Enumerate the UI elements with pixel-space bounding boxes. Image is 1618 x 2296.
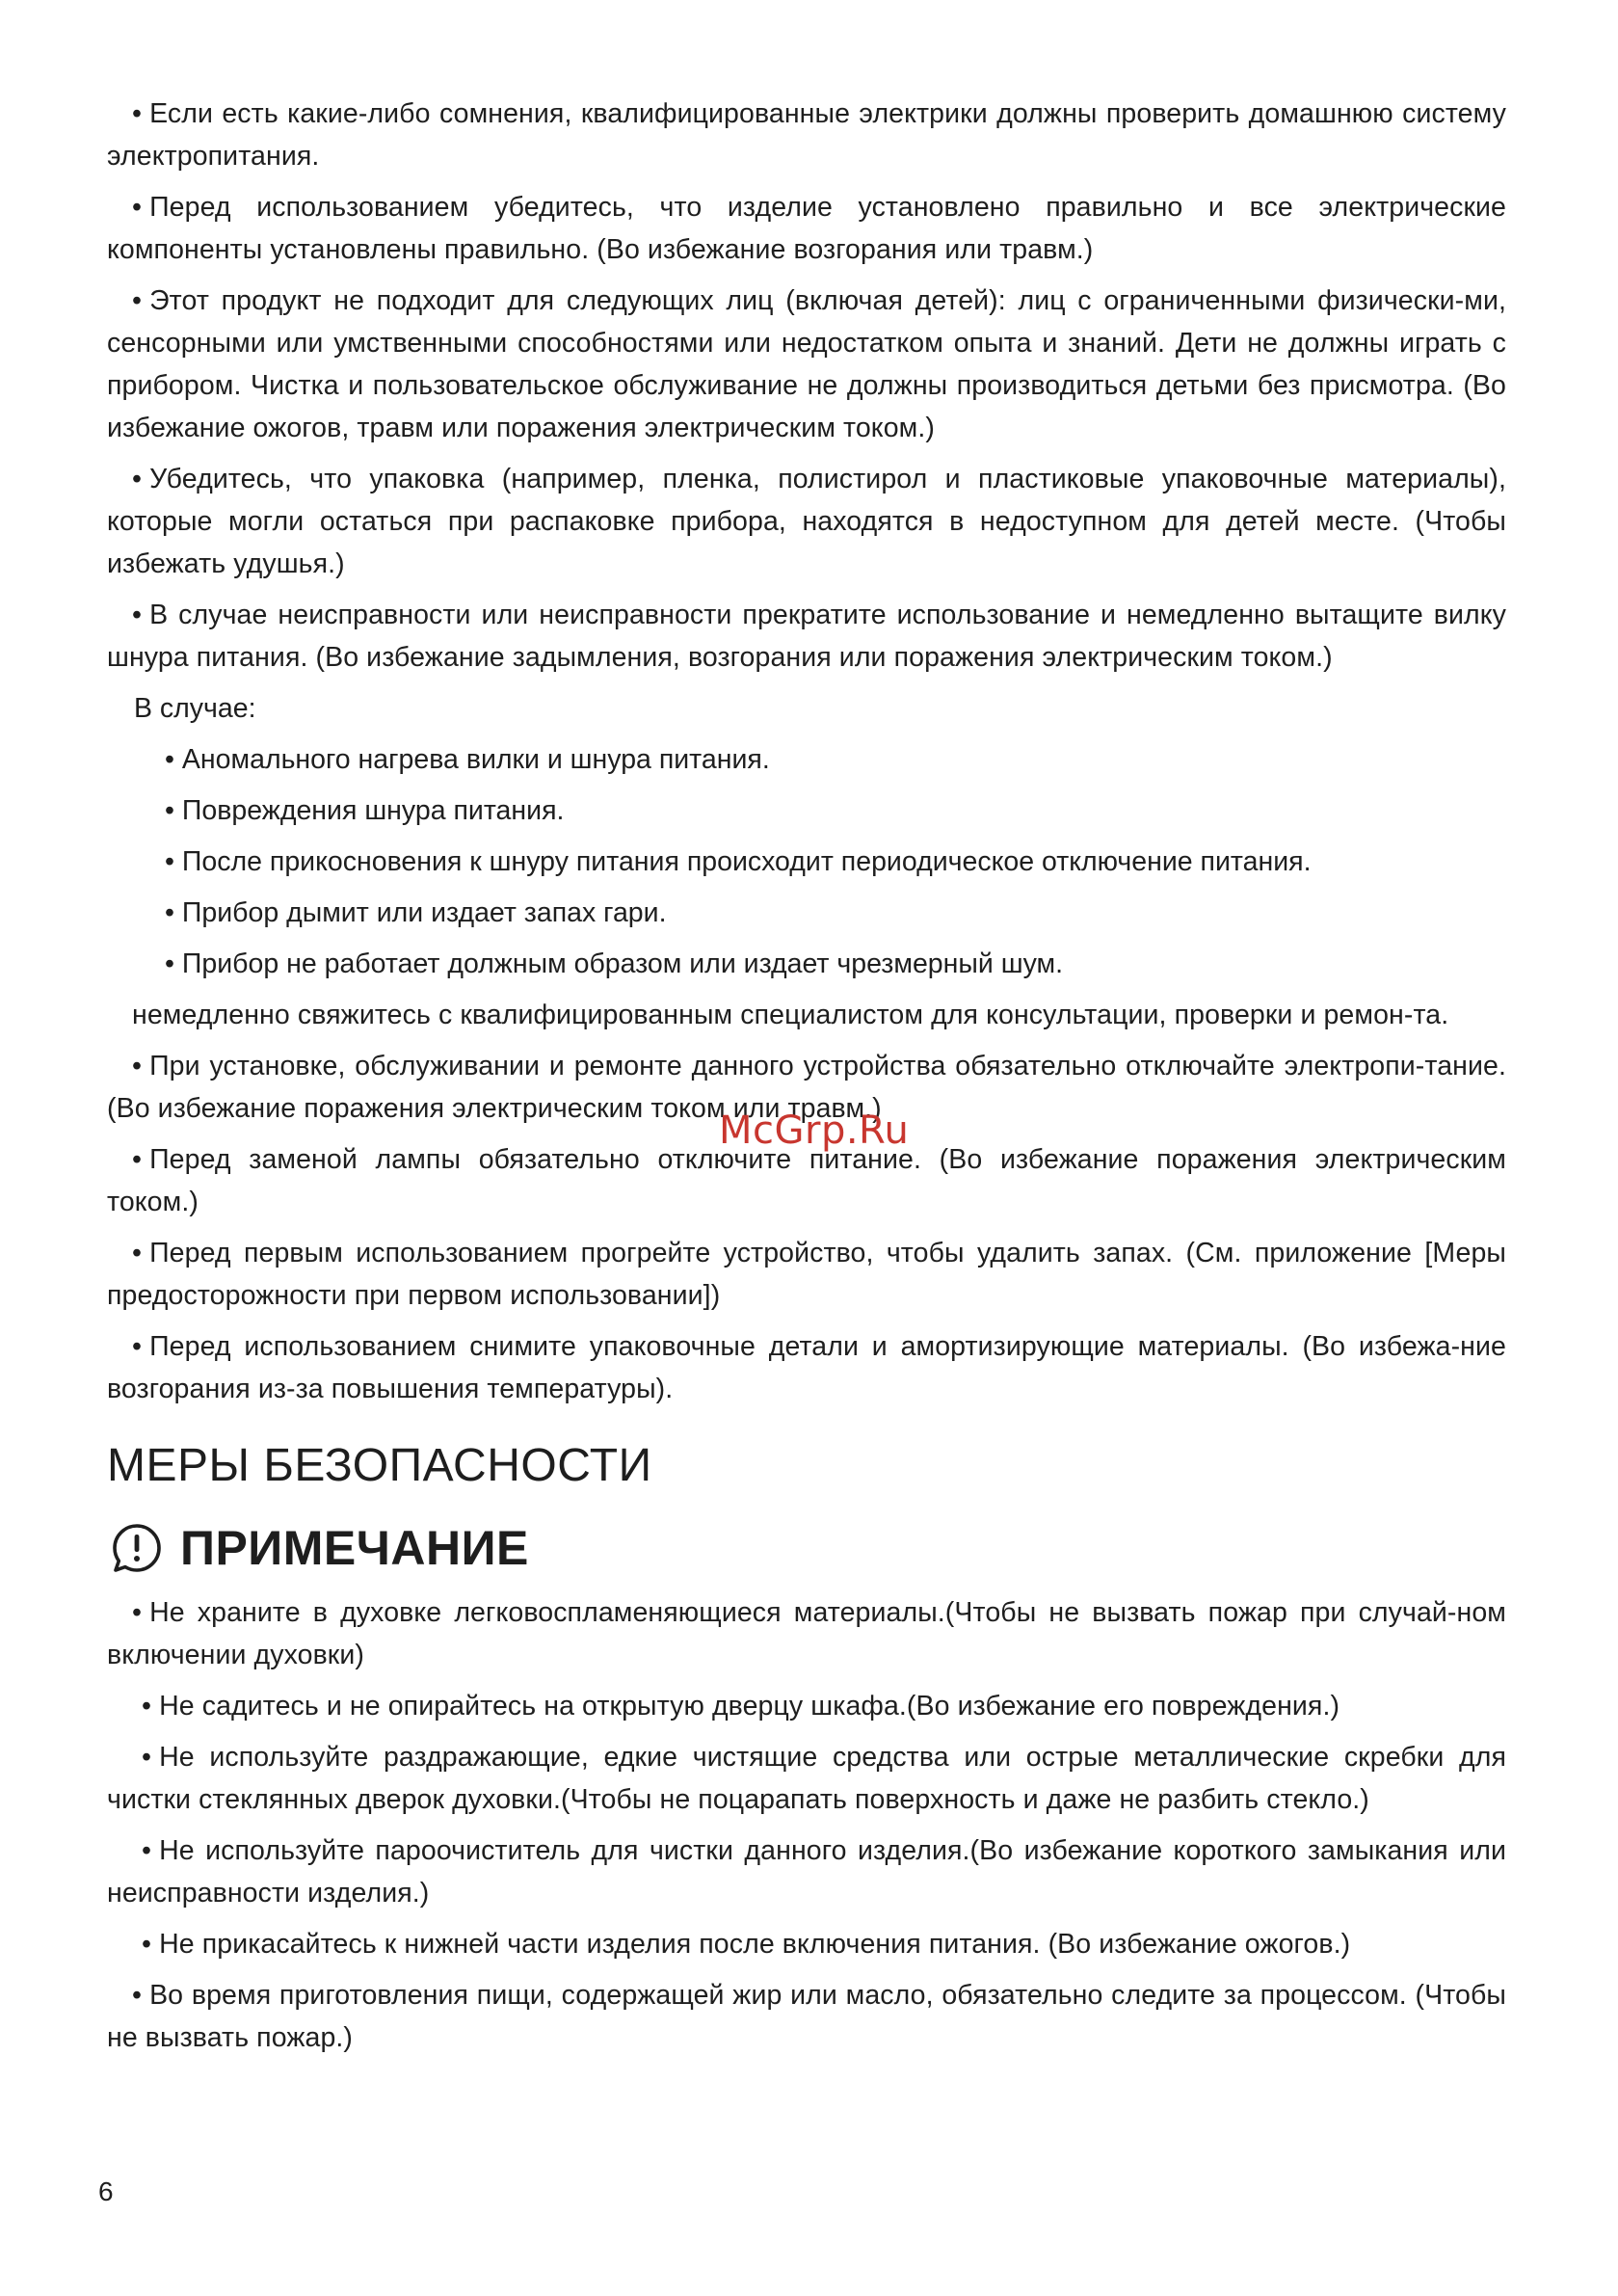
case-list [107, 738, 1506, 985]
paragraph-list-mid [107, 1045, 1506, 1410]
case-item: • Прибор дымит или издает запах гари. [165, 897, 667, 928]
paragraph: • В случае неисправности или неисправности прекратите использование и немедленно вытащите вилку шнура питания. (Во избежание задымления, возгорания или поражения электрическим током.) [107, 600, 1506, 673]
paragraph: • Этот продукт не подходит для следующих лиц (включая детей): лиц с ограниченными физически-ми, сенсорными или умственными способностями или недостатком опыта и знаний. Дети не должны играть с прибором. Чистка и пользовательское обслуживание не должны производиться детьми без присмотра. (Во избежание ожогов, травм или поражения электрическим током.) [107, 285, 1506, 443]
case-item: • Прибор не работает должным образом или издает чрезмерный шум. [165, 948, 1064, 979]
paragraph: • Не используйте пароочиститель для чистки данного изделия.(Во избежание короткого замыкания или неисправности изделия.) [107, 1835, 1506, 1909]
paragraph: • Не садитесь и не опирайтесь на открытую дверцу шкафа.(Во избежание его повреждения.) [142, 1691, 1340, 1722]
paragraph: • При установке, обслуживании и ремонте данного устройства обязательно отключайте электропи-тание. (Во избежание поражения электрическим током или травм.) [107, 1051, 1506, 1124]
paragraph: • Перед заменой лампы обязательно отключите питание. (Во избежание поражения электрическим током.) [107, 1144, 1506, 1217]
case-item: • Аномального нагрева вилки и шнура питания. [165, 744, 770, 775]
in-case-label: В случае: [134, 693, 256, 724]
case-item: • После прикосновения к шнуру питания происходит периодическое отключение питания. [165, 846, 1312, 877]
watermark-text: McGrp.Ru [719, 1108, 910, 1153]
case-item: • Повреждения шнура питания. [165, 795, 565, 826]
page-number: 6 [98, 2176, 114, 2206]
note-heading [107, 1514, 1506, 1582]
paragraph: • Перед использованием убедитесь, что изделие установлено правильно и все электрические компоненты установлены правильно. (Во избежание возгорания или травм.) [107, 192, 1506, 265]
paragraph: • Перед использованием снимите упаковочные детали и амортизирующие материалы. (Во избежа-ние возгорания из-за повышения температуры). [107, 1331, 1506, 1404]
contact-paragraph: немедленно свяжитесь с квалифицированным специалистом для консультации, проверки и ремон-та. [132, 1000, 1449, 1030]
document-page [107, 93, 1506, 2068]
paragraph-list-top [107, 93, 1506, 679]
paragraph: • Не храните в духовке легковоспламеняющиеся материалы.(Чтобы не вызвать пожар при случай-ном включении духовки) [107, 1597, 1506, 1670]
paragraph-list-note [107, 1591, 1506, 2059]
exclamation-speech-bubble-icon [111, 1522, 163, 1574]
section-title: МЕРЫ БЕЗОПАСНОСТИ [107, 1440, 652, 1491]
paragraph: • Не используйте раздражающие, едкие чистящие средства или острые металлические скребки для чистки стеклянных дверок духовки.(Чтобы не поцарапать поверхность и даже не разбить стекло.) [107, 1742, 1506, 1815]
paragraph: • Не прикасайтесь к нижней части изделия после включения питания. (Во избежание ожогов.) [142, 1929, 1351, 1960]
note-title: ПРИМЕЧАНИЕ [180, 1521, 529, 1575]
paragraph: • Если есть какие-либо сомнения, квалифицированные электрики должны проверить домашнюю систему электропитания. [107, 98, 1506, 172]
paragraph: • Перед первым использованием прогрейте устройство, чтобы удалить запах. (См. приложение [Меры предосторожности при первом использовании]) [107, 1238, 1506, 1311]
paragraph: • Во время приготовления пищи, содержащей жир или масло, обязательно следите за процессом. (Чтобы не вызвать пожар.) [107, 1980, 1506, 2053]
paragraph: • Убедитесь, что упаковка (например, пленка, полистирол и пластиковые упаковочные материалы), которые могли остаться при распаковке прибора, находятся в недоступном для детей месте. (Чтобы избежать удушья.) [107, 464, 1506, 579]
